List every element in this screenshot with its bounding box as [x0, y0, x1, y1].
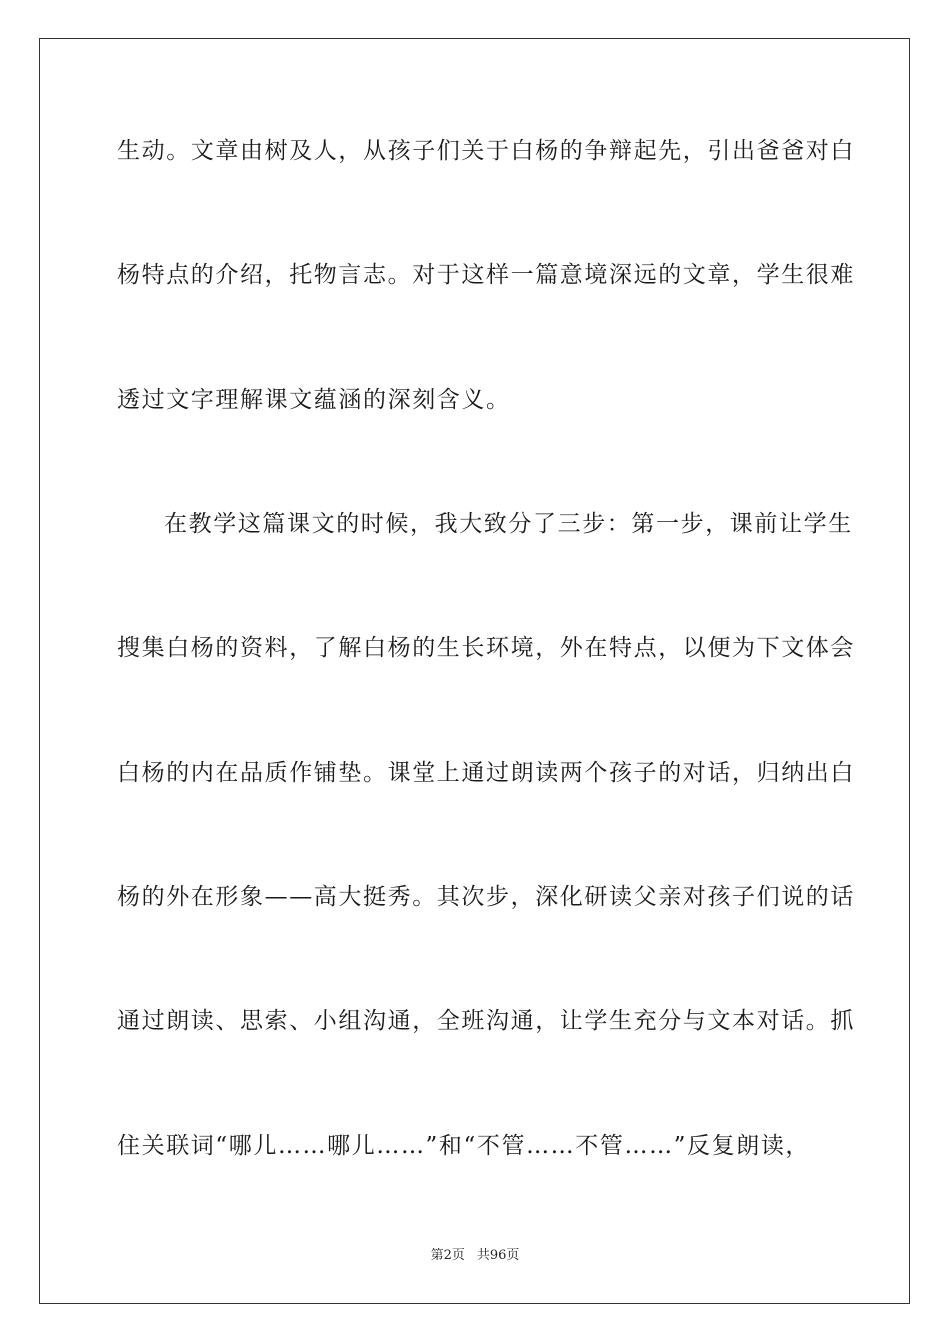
text-line: 通过朗读、思索、小组沟通，全班沟通，让学生充分与文本对话。抓 [117, 1008, 855, 1034]
page-border [39, 38, 910, 1304]
text-line: 住关联词“哪儿……哪儿……”和“不管……不管……”反复朗读， [117, 1133, 811, 1159]
page-footer [0, 1247, 950, 1265]
page-number: 第2页 [430, 1248, 465, 1263]
text-line: 搜集白杨的资料，了解白杨的生长环境，外在特点，以便为下文体会 [117, 635, 855, 661]
page-total: 共96页 [476, 1248, 520, 1263]
text-line-paragraph-start: 在教学这篇课文的时候，我大致分了三步：第一步，课前让学生 [164, 511, 853, 537]
text-line: 生动。文章由树及人，从孩子们关于白杨的争辩起先，引出爸爸对白 [117, 138, 855, 164]
text-line: 杨的外在形象——高大挺秀。其次步，深化研读父亲对孩子们说的话 [117, 884, 855, 910]
text-line: 透过文字理解课文蕴涵的深刻含义。 [117, 387, 511, 413]
text-line: 白杨的内在品质作铺垫。课堂上通过朗读两个孩子的对话，归纳出白 [117, 760, 855, 786]
text-line: 杨特点的介绍，托物言志。对于这样一篇意境深远的文章，学生很难 [117, 262, 855, 288]
